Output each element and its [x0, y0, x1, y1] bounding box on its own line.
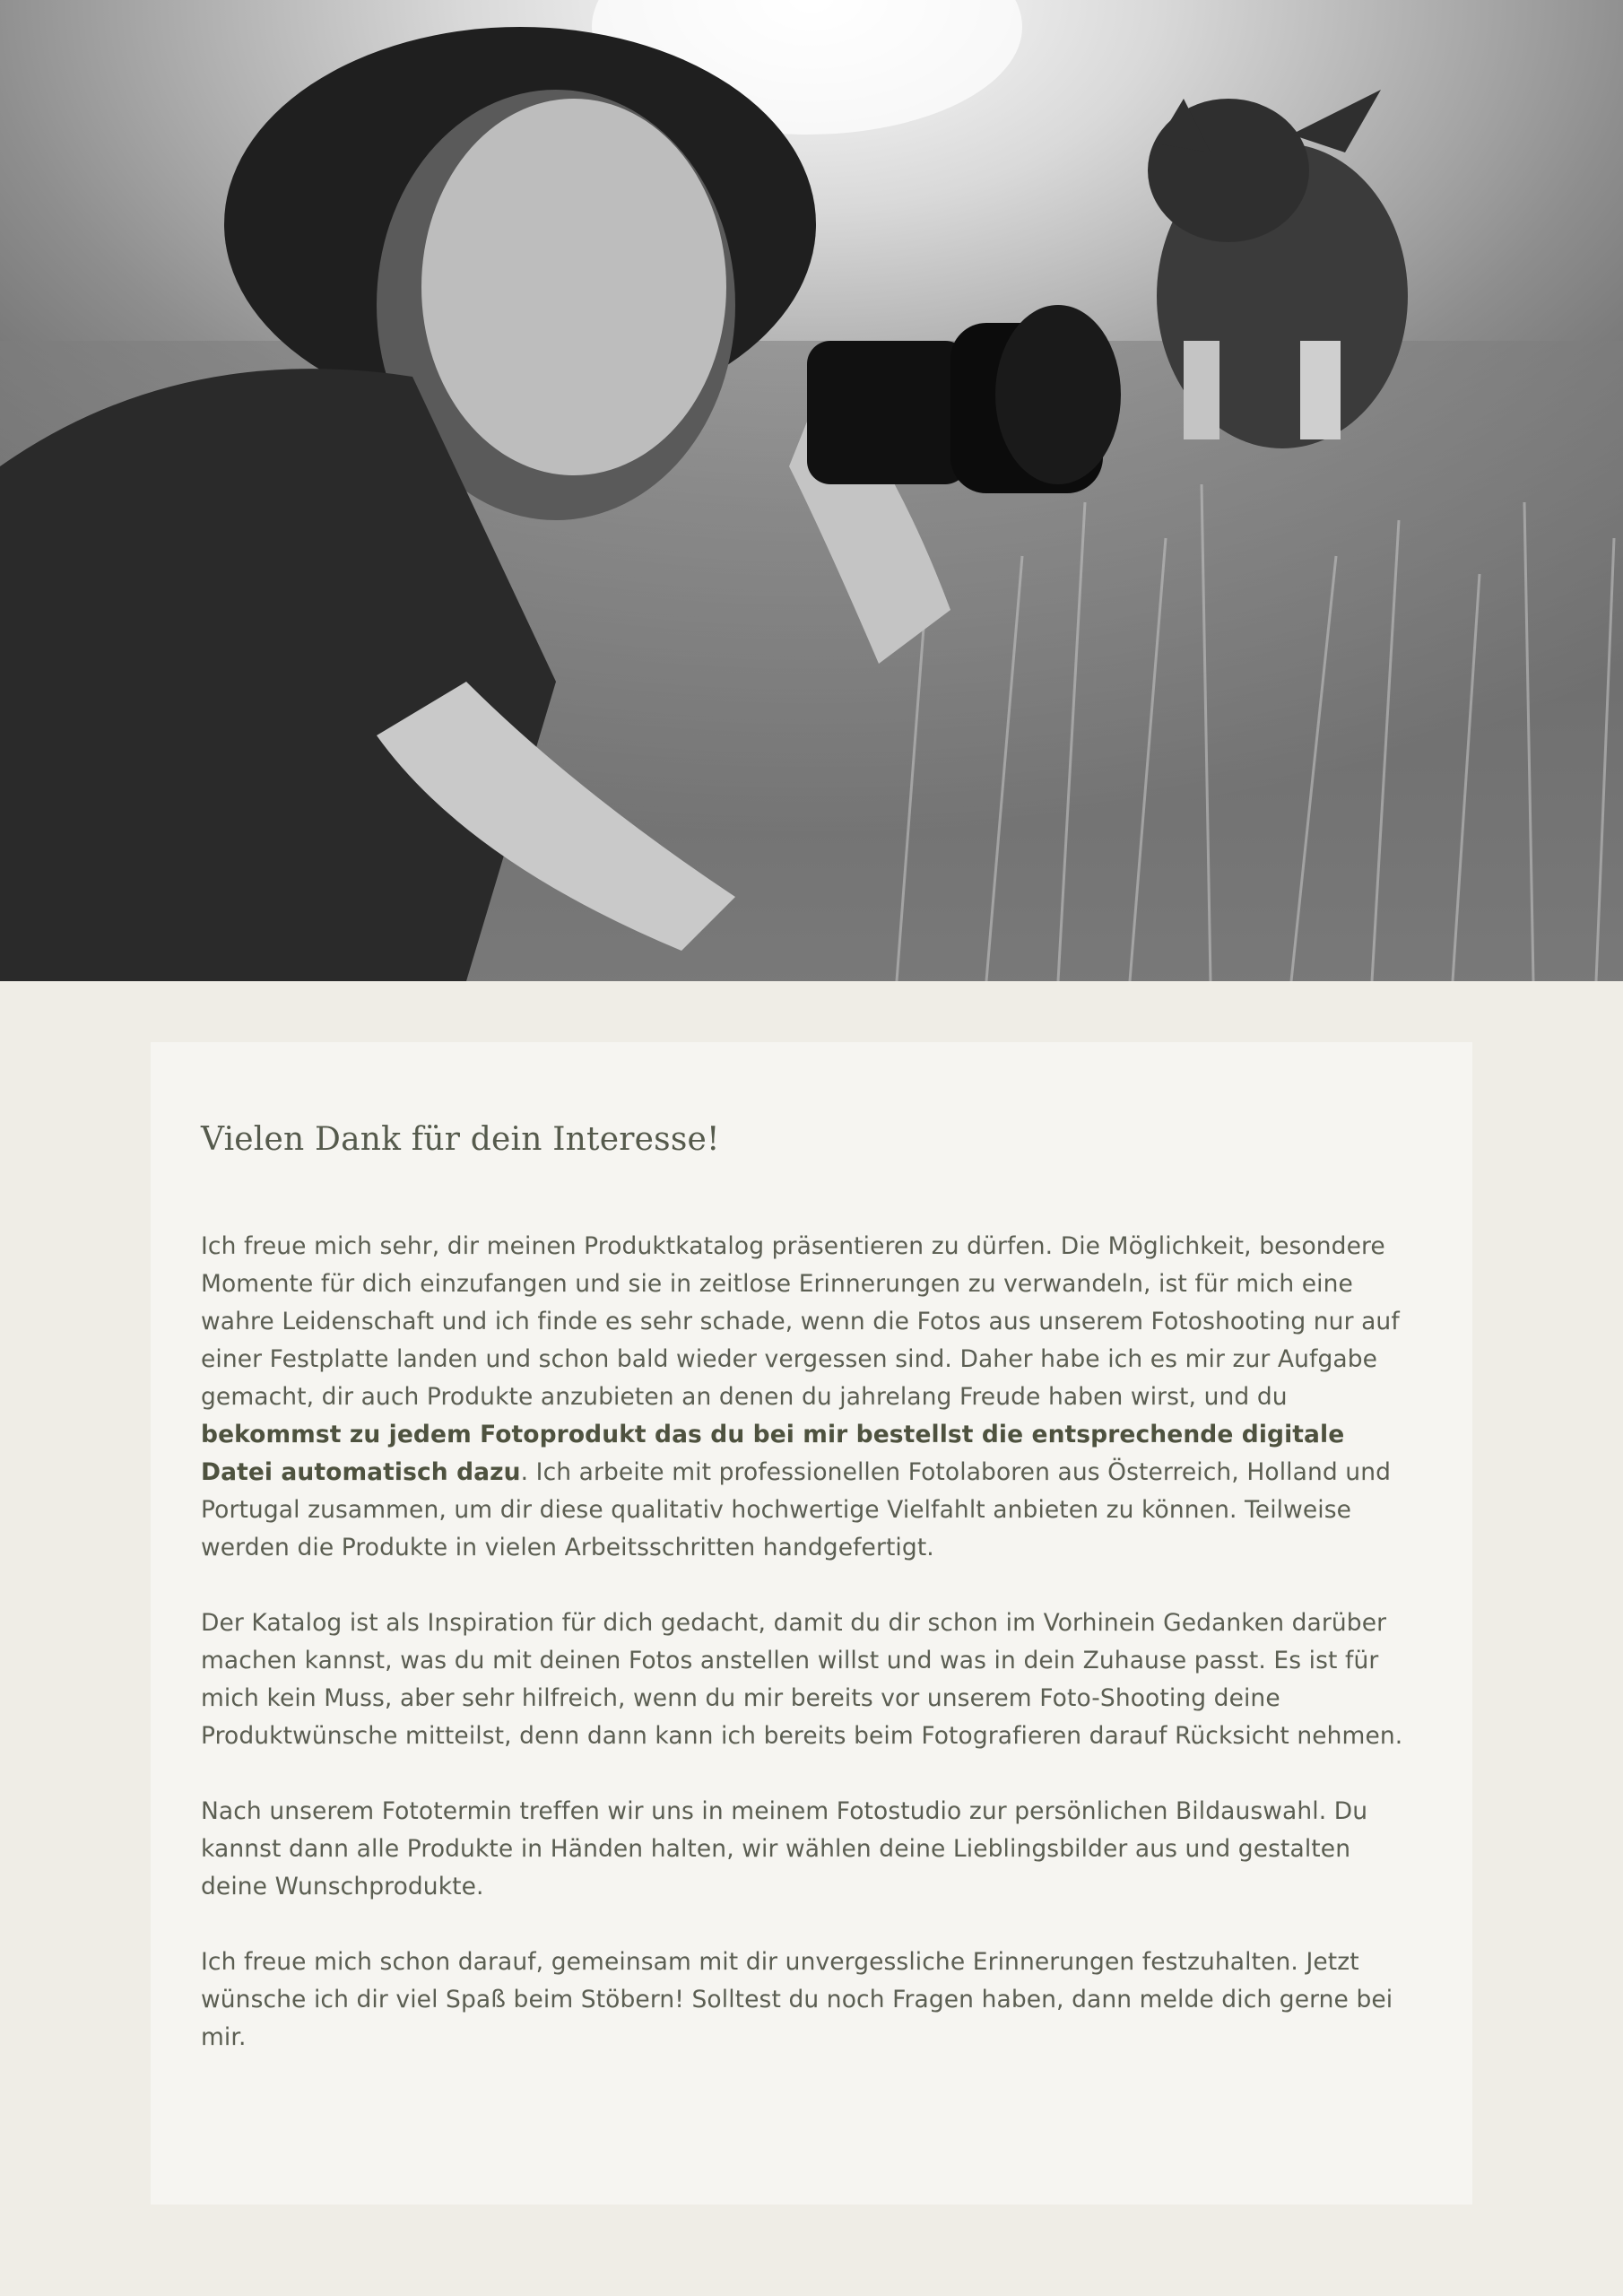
hero-photo	[0, 0, 1623, 981]
closing-paragraph: Ich freue mich schon darauf, gemeinsam mit dir unvergessliche Erinnerungen festzuhalten. Jetzt wünsche ich dir viel Spaß beim Stöbern! Solltest du noch Fragen haben, dann melde dich gerne bei mir.	[201, 1948, 1393, 2051]
intro-paragraph	[201, 1228, 1422, 1567]
thank-you-card	[151, 1042, 1472, 2205]
card-title: Vielen Dank für dein Interesse!	[201, 1121, 720, 1158]
hero-photo-illustration	[0, 0, 1623, 981]
catalog-paragraph: Der Katalog ist als Inspiration für dich gedacht, damit du dir schon im Vorhinein Gedanken darüber machen kannst, was du mit deinen Fotos anstellen willst und was in dein Zuhause passt. Es ist für mich kein Muss, aber sehr hilfreich, wenn du mir bereits vor unserem Foto-Shooting deine Produktwünsche mitteilst, denn dann kann ich bereits beim Fotografieren darauf Rücksicht nehmen.	[201, 1609, 1403, 1750]
appointment-paragraph: Nach unserem Fototermin treffen wir uns in meinem Fotostudio zur persönlichen Bildauswahl. Du kannst dann alle Produkte in Händen halten, wir wählen deine Lieblingsbilder aus und gestalten deine Wunschprodukte.	[201, 1797, 1368, 1900]
intro-text-bold: bekommst zu jedem Fotoprodukt das du bei mir bestellst die entsprechende digitale Datei automatisch dazu	[201, 1421, 1345, 1486]
intro-text-before: Ich freue mich sehr, dir meinen Produktkatalog präsentieren zu dürfen. Die Möglichkeit, besondere Momente für dich einzufangen und sie in zeitlose Erinnerungen zu verwandeln, ist für mich eine wahre Leidenschaft und ich finde es sehr schade, wenn die Fotos aus unserem Fotoshooting nur auf einer Festplatte landen und schon bald wieder vergessen sind. Daher habe ich es mir zur Aufgabe gemacht, dir auch Produkte anzubieten an denen du jahrelang Freude haben wirst, und du	[201, 1232, 1400, 1411]
intro-text-after: . Ich arbeite mit professionellen Fotolaboren aus Österreich, Holland und Portugal zusammen, um dir diese qualitativ hochwertige Vielfahlt anbieten zu können. Teilweise werden die Produkte in vielen Arbeitsschritten handgefertigt.	[201, 1458, 1392, 1561]
